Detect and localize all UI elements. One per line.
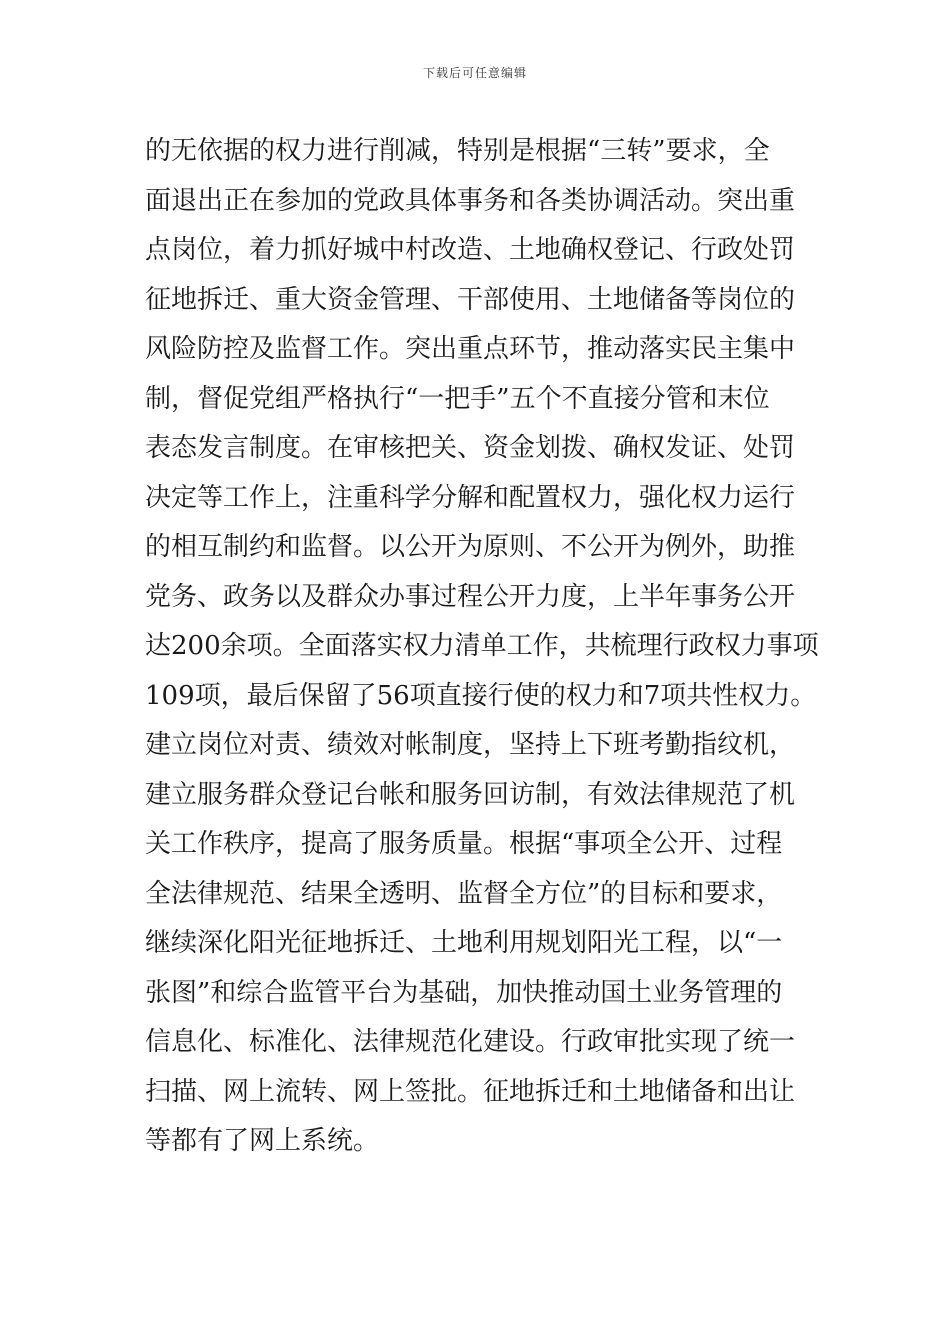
- text-line: 达200余项。全面落实权力清单工作，共梳理行政权力事项: [145, 631, 819, 661]
- text-line: 风险防控及监督工作。突出重点环节，推动落实民主集中: [145, 334, 796, 364]
- text-line: 信息化、标准化、法律规范化建设。行政审批实现了统一: [145, 1027, 796, 1057]
- text-line: 决定等工作上，注重科学分解和配置权力，强化权力运行: [145, 482, 796, 513]
- body-paragraph: [145, 127, 845, 1167]
- text-line: 表态发言制度。在审核把关、资金划拨、确权发证、处罚: [145, 433, 796, 463]
- text-line: 扫描、网上流转、网上签批。征地拆迁和土地储备和出让: [145, 1076, 796, 1107]
- text-line: 继续深化阳光征地拆迁、土地利用规划阳光工程，以“一: [145, 928, 783, 958]
- text-line: 党务、政务以及群众办事过程公开力度，上半年事务公开: [145, 581, 796, 612]
- header-note: 下载后可任意编辑: [422, 66, 527, 80]
- text-line: 建立服务群众登记台帐和服务回访制，有效法律规范了机: [145, 779, 796, 810]
- text-line: 的相互制约和监督。以公开为原则、不公开为例外，助推: [145, 532, 796, 562]
- text-line: 征地拆迁、重大资金管理、干部使用、土地储备等岗位的: [145, 284, 796, 315]
- text-line: 关工作秩序，提高了服务质量。根据“事项全公开、过程: [145, 829, 783, 859]
- text-line: 等都有了网上系统。: [145, 1126, 380, 1156]
- text-line: 点岗位，着力抓好城中村改造、土地确权登记、行政处罚: [145, 235, 796, 265]
- text-line: 面退出正在参加的党政具体事务和各类协调活动。突出重: [145, 185, 796, 216]
- text-line: 建立岗位对责、绩效对帐制度，坚持上下班考勤指纹机，: [145, 730, 796, 760]
- text-line: 制，督促党组严格执行“一把手”五个不直接分管和末位: [145, 383, 770, 414]
- text-line: 张图”和综合监管平台为基础，加快推动国土业务管理的: [145, 977, 783, 1008]
- text-line: 109项，最后保留了56项直接行使的权力和7项共性权力。: [145, 680, 817, 711]
- text-line: 全法律规范、结果全透明、监督全方位”的目标和要求，: [145, 878, 783, 909]
- text-line: 的无依据的权力进行削减，特别是根据“三转”要求，全: [145, 136, 770, 166]
